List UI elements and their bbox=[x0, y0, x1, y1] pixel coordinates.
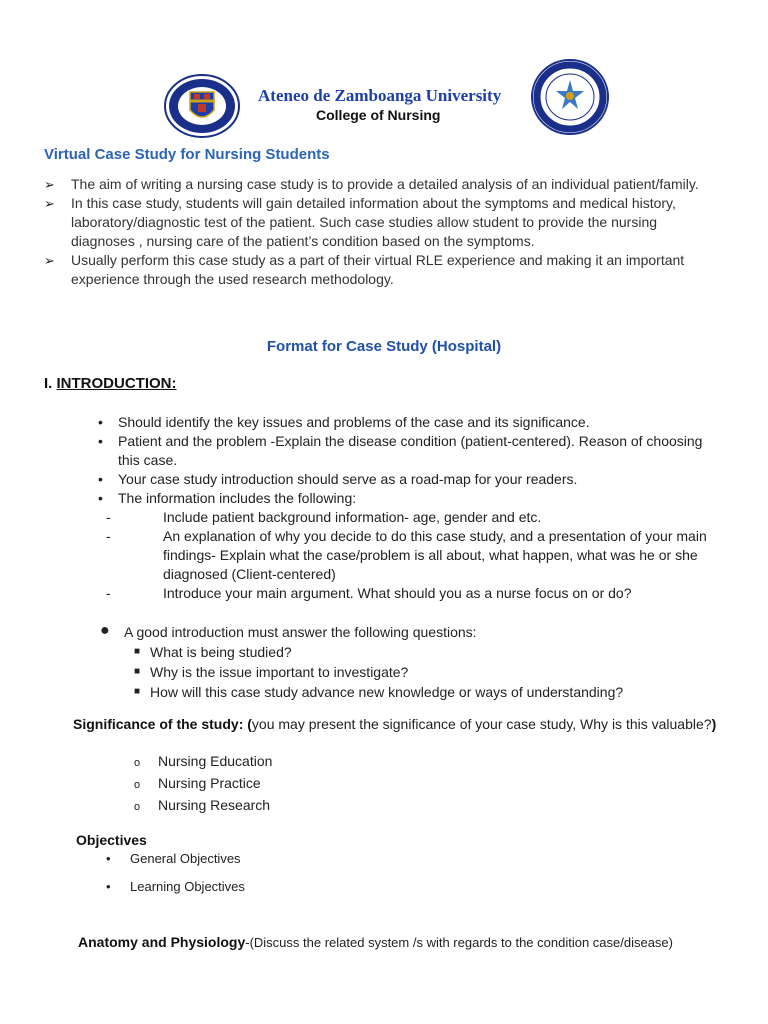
list-item: • Should identify the key issues and problems of the case and its significance. bbox=[98, 414, 590, 430]
significance-paragraph: Significance of the study: (you may present the significance of your case study, Why is this valuable?) bbox=[73, 716, 717, 732]
list-item: • General Objectives bbox=[106, 851, 241, 866]
list-item: • The information includes the following: bbox=[98, 490, 357, 506]
question-item: ■ What is being studied? bbox=[134, 644, 292, 660]
dash-item: - Include patient background information- age, gender and etc. bbox=[106, 509, 542, 525]
arrow-bullet-icon: ➢ bbox=[44, 196, 55, 211]
list-item: • Your case study introduction should serve as a road-map for your readers. bbox=[98, 471, 578, 487]
intro-list bbox=[44, 175, 724, 289]
good-introduction-block: ● A good introduction must answer the following questions: ■ What is being studied? ■ Why is the issue important to investigate? ■ How will this case study advance new knowledge or ways of understanding? bbox=[100, 622, 700, 702]
intro-item: ➢ Usually perform this case study as a part of their virtual RLE experience and making it an important experience through the used research methodology. bbox=[44, 252, 685, 287]
dash-item: - Introduce your main argument. What should you as a nurse focus on or do? bbox=[106, 585, 632, 601]
college-of-nursing-seal-icon bbox=[530, 58, 610, 136]
college-name: College of Nursing bbox=[316, 107, 441, 123]
large-bullet-icon: ● bbox=[100, 622, 110, 639]
arrow-bullet-icon: ➢ bbox=[44, 177, 55, 192]
question-item: ■ Why is the issue important to investigate? bbox=[134, 664, 409, 680]
anatomy-physiology-line: Anatomy and Physiology-(Discuss the related system /s with regards to the condition case/disease) bbox=[78, 934, 673, 950]
list-item: • Learning Objectives bbox=[106, 879, 245, 894]
section-introduction-heading: I. INTRODUCTION: bbox=[44, 375, 177, 392]
ateneo-seal-icon bbox=[163, 74, 241, 138]
university-name: Ateneo de Zamboanga University bbox=[258, 86, 502, 105]
list-item: • Patient and the problem -Explain the disease condition (patient-centered). Reason of choosing this case. bbox=[98, 433, 703, 468]
dash-item: - An explanation of why you decide to do this case study, and a presentation of your main findings- Explain what the case/problem is all about, what happen, what was he or she diagnosed (Client-centered) bbox=[106, 528, 707, 582]
intro-item: ➢ In this case study, students will gain detailed information about the symptoms and medical history, laboratory/diagnostic test of the patient. Such case studies allow student to provide the nursing diagnoses , nursing care of the patient’s condition based on the symptoms. bbox=[44, 195, 676, 249]
arrow-bullet-icon: ➢ bbox=[44, 253, 55, 268]
question-item: ■ How will this case study advance new knowledge or ways of understanding? bbox=[134, 684, 624, 700]
list-item: o Nursing Practice bbox=[134, 775, 261, 791]
list-item: o Nursing Education bbox=[134, 753, 273, 769]
format-title: Format for Case Study (Hospital) bbox=[266, 338, 502, 355]
intro-item: ➢ The aim of writing a nursing case study is to provide a detailed analysis of an individual patient/family. bbox=[44, 176, 699, 192]
virtual-case-study-title: Virtual Case Study for Nursing Students bbox=[44, 146, 330, 163]
significance-list bbox=[134, 751, 272, 817]
list-item: o Nursing Research bbox=[134, 797, 271, 813]
objectives-heading: Objectives bbox=[76, 832, 147, 848]
introduction-bullets bbox=[96, 413, 716, 603]
